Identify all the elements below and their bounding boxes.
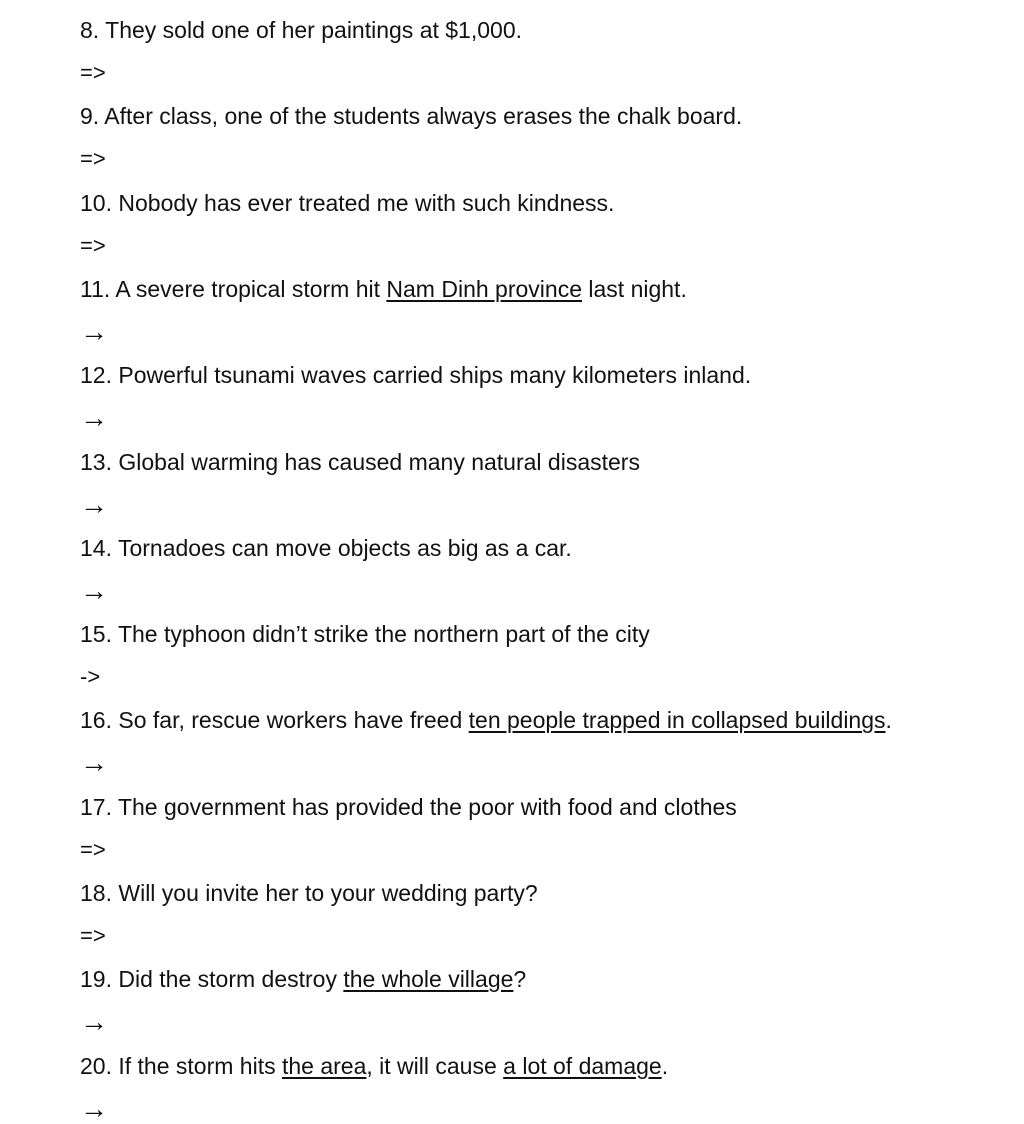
underlined-phrase: Nam Dinh province [386, 275, 582, 302]
answer-marker: -> [80, 664, 101, 690]
sentence-text: The typhoon didn’t strike the northern part of the city [111, 621, 650, 648]
exercise-number: 18. [80, 880, 112, 906]
exercise-sentence [80, 189, 614, 217]
answer-marker: => [80, 146, 106, 172]
sentence-text: , it will cause [366, 1052, 504, 1079]
answer-arrow-icon: → [80, 315, 108, 347]
underlined-phrase: the whole village [343, 966, 514, 993]
exercise-number: 16. [80, 707, 112, 734]
answer-arrow-icon: → [80, 747, 108, 779]
answer-arrow-icon: → [80, 488, 108, 520]
sentence-text: Tornadoes can move objects as big as a car. [111, 534, 572, 561]
exercise-sentence [80, 16, 522, 44]
sentence-text: Will you invite her to your wedding party? [111, 880, 538, 906]
sentence-text: . [661, 1052, 669, 1079]
exercise-sentence [80, 361, 751, 389]
underlined-phrase: a lot of damage [503, 1052, 662, 1079]
answer-marker: => [80, 60, 106, 85]
answer-marker: => [80, 923, 106, 948]
answer-marker: => [80, 836, 106, 862]
exercise-sentence [80, 879, 538, 907]
answer-arrow-icon: → [80, 1092, 108, 1124]
sentence-text: The government has provided the poor with food and clothes [111, 793, 737, 820]
exercise-sentence [80, 1052, 668, 1080]
exercise-number: 14. [80, 534, 112, 561]
sentence-text: Did the storm destroy [111, 966, 344, 993]
exercise-sentence [80, 534, 572, 562]
exercise-sentence [80, 620, 650, 648]
exercise-number: 15. [80, 621, 112, 648]
sentence-text: Nobody has ever treated me with such kindness. [111, 189, 615, 216]
exercise-number: 11. [80, 275, 111, 302]
sentence-text: Global warming has caused many natural disasters [111, 448, 640, 475]
exercise-number: 19. [80, 966, 112, 993]
exercise-number: 13. [80, 448, 112, 475]
answer-arrow-icon: → [80, 574, 108, 606]
exercise-number: 8. [80, 17, 100, 43]
sentence-text: A severe tropical storm hit [110, 275, 387, 302]
underlined-phrase: ten people trapped in collapsed buildings [468, 707, 886, 734]
sentence-text: They sold one of her paintings at $1,000. [99, 17, 523, 43]
answer-arrow-icon: → [80, 402, 108, 434]
exercise-sentence [80, 965, 526, 993]
sentence-text: Powerful tsunami waves carried ships many kilometers inland. [111, 362, 752, 389]
exercise-sentence [80, 448, 640, 476]
exercise-sentence [80, 793, 737, 821]
sentence-text: last night. [582, 275, 687, 302]
sentence-text: . [885, 707, 892, 734]
sentence-text: After class, one of the students always erases the chalk board. [99, 103, 743, 130]
exercise-number: 17. [80, 793, 112, 820]
sentence-text: ? [513, 966, 527, 993]
exercise-sentence [80, 706, 892, 734]
exercise-sentence [80, 275, 687, 303]
answer-marker: => [80, 232, 106, 258]
exercise-number: 20. [80, 1052, 112, 1079]
exercise-number: 12. [80, 362, 112, 389]
sentence-text: If the storm hits [111, 1052, 282, 1079]
exercise-number: 10. [80, 189, 112, 216]
underlined-phrase: the area [281, 1052, 367, 1079]
exercise-number: 9. [80, 103, 100, 130]
sentence-text: So far, rescue workers have freed [111, 707, 469, 734]
answer-arrow-icon: → [80, 1006, 108, 1038]
exercise-sentence [80, 102, 742, 130]
